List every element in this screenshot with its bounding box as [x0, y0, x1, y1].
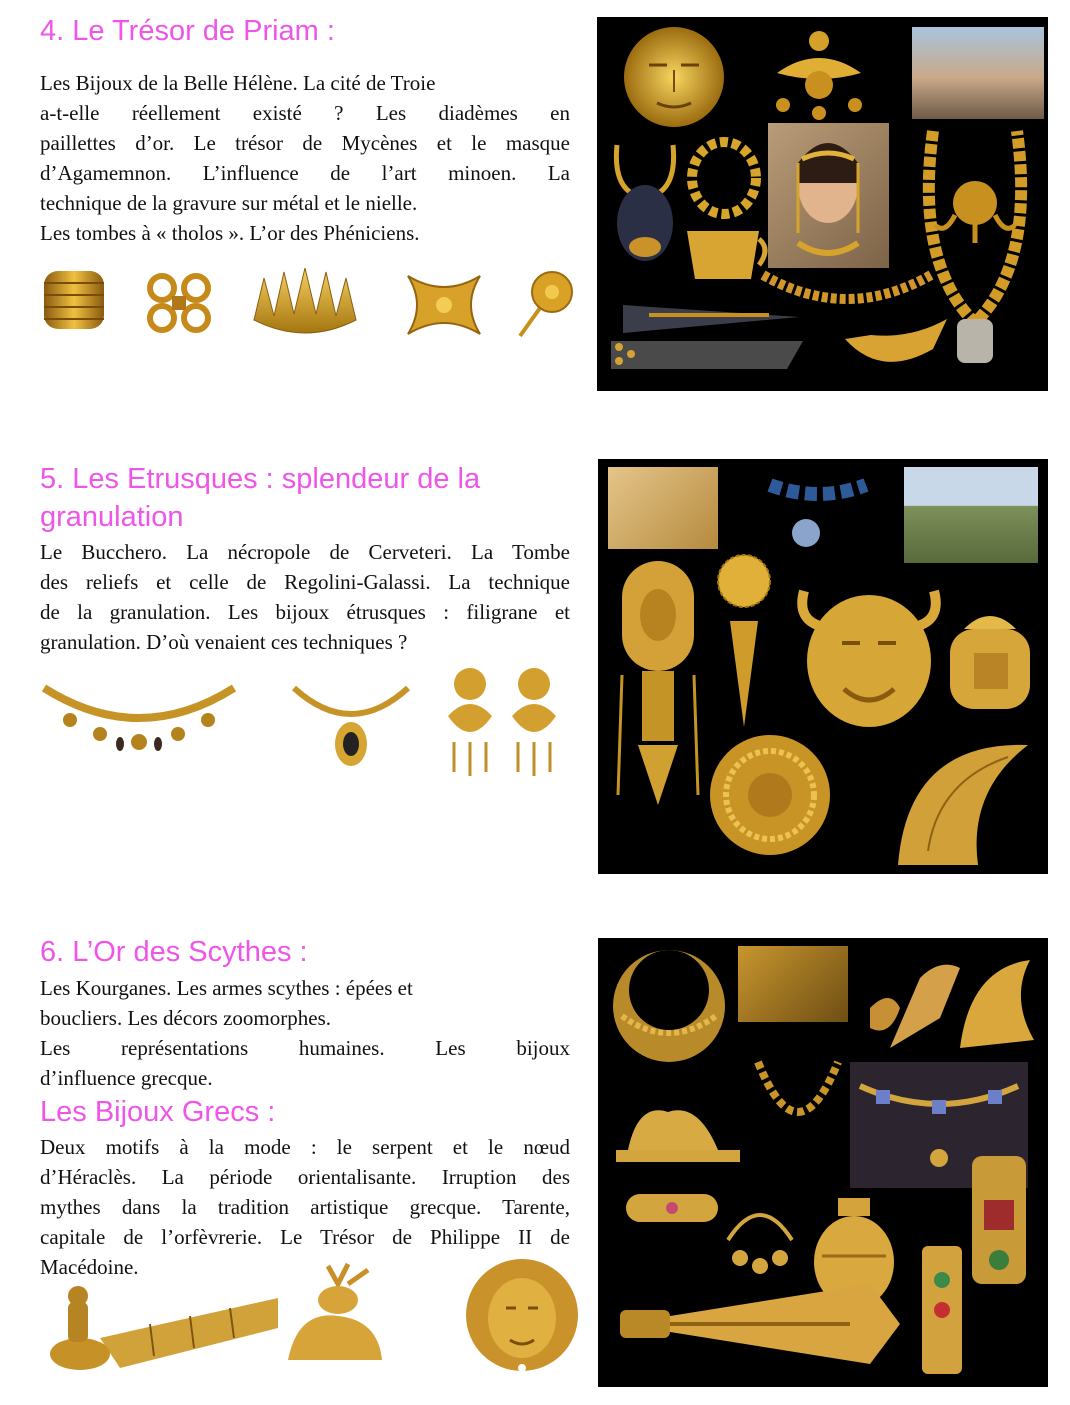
- body-line: Les Bijoux de la Belle Hélène. La cité de Troie: [40, 71, 436, 95]
- inlaid-dagger-image: [619, 287, 809, 337]
- gold-sauceboat-image: [841, 309, 951, 379]
- gold-wreath-necklace-image: [748, 1052, 848, 1162]
- gold-cross-ornament-image: [402, 268, 486, 342]
- minoan-bee-pendant-image: [769, 23, 869, 123]
- section-or-des-scythes: [0, 920, 1070, 1405]
- body-line: d’Héraclès. La période orientalisante. Irruption des: [40, 1165, 570, 1189]
- gryphon-ornament-image: [950, 948, 1042, 1058]
- battle-comb-image: [608, 1092, 748, 1168]
- scythian-greek-treasures-collage: [598, 938, 1048, 1387]
- gold-rosette-pin-image: [510, 264, 576, 344]
- gold-necklace-image: [683, 133, 765, 223]
- gold-frieze-photo: [738, 946, 848, 1022]
- mycenae-treasures-collage: [597, 17, 1048, 391]
- section-title-line: 5. Les Etrusques : splendeur de la: [40, 463, 481, 495]
- sophia-schliemann-portrait: [768, 123, 889, 268]
- etruscan-earrings-image: [442, 662, 572, 784]
- granulated-gold-photo: [608, 467, 718, 549]
- etruscan-necklace-image: [40, 678, 238, 768]
- body-line: des reliefs et celle de Regolini-Galassi. La technique: [40, 570, 570, 594]
- section-title-line: granulation: [40, 501, 184, 533]
- section-tresor-de-priam: [0, 0, 1070, 400]
- pendant-necklace-image: [290, 680, 412, 772]
- gold-pectoral-fibula-image: [608, 555, 708, 815]
- engraved-horn-image: [888, 731, 1038, 871]
- decorated-blade-image: [607, 335, 807, 375]
- body-line: Les représentations humaines. Les bijoux: [40, 1036, 570, 1060]
- acheloos-pendant-image: [794, 571, 944, 731]
- section-etrusques: [0, 440, 1070, 890]
- jeweled-pendant-image: [916, 1240, 968, 1380]
- section-title: 6. L’Or des Scythes :: [40, 936, 308, 968]
- double-spiral-ornament-image: [142, 268, 216, 338]
- akinakes-sword-image: [610, 1264, 906, 1382]
- etruscan-treasures-collage: [598, 459, 1048, 874]
- gold-stag-image: [278, 1260, 390, 1372]
- body-line: d’Agamemnon. L’influence de l’art minoen. La: [40, 161, 570, 185]
- body-line: boucliers. Les décors zoomorphes.: [40, 1006, 331, 1030]
- cerveteri-tumuli-photo: [904, 467, 1038, 563]
- body-line: Deux motifs à la mode : le serpent et le nœud: [40, 1135, 570, 1159]
- body-line: granulation. D’où venaient ces techniques ?: [40, 630, 408, 654]
- gold-diadem-image: [250, 268, 360, 340]
- tolstaya-pectoral-image: [604, 946, 734, 1066]
- body-line: d’influence grecque.: [40, 1066, 213, 1090]
- gold-bracelet-image: [622, 1188, 722, 1228]
- trojan-horse-photo: [912, 27, 1044, 119]
- body-line: technique de la gravure sur métal et le nielle.: [40, 191, 418, 215]
- section-body: [40, 973, 570, 1093]
- section-body: [40, 68, 570, 248]
- glass-bead-necklace-image: [766, 467, 870, 563]
- body-line: paillettes d’or. Le trésor de Mycènes et le masque: [40, 131, 570, 155]
- medusa-head-image: [462, 1256, 582, 1374]
- section-body: [40, 537, 570, 657]
- body-line: de la granulation. Les bijoux étrusques : filigrane et: [40, 600, 570, 624]
- granulated-disc-image: [708, 731, 832, 859]
- section-title: [40, 460, 480, 536]
- gold-ring-seal-image: [966, 1150, 1032, 1290]
- body-line: Les Kourganes. Les armes scythes : épées et: [40, 976, 413, 1000]
- body-line: Le Bucchero. La nécropole de Cerveteri. La Tombe: [40, 540, 570, 564]
- body-line: Les tombes à « tholos ». L’or des Phéniciens.: [40, 221, 420, 245]
- bull-head-rhyton-image: [605, 135, 685, 265]
- body-line: Macédoine.: [40, 1255, 139, 1279]
- section-title: 4. Le Trésor de Priam :: [40, 15, 335, 47]
- section-subtitle: Les Bijoux Grecs :: [40, 1096, 276, 1128]
- rosette-earring-image: [712, 551, 776, 731]
- gold-ring-image: [944, 609, 1036, 719]
- body-line: mythes dans la tradition artistique grecque. Tarente,: [40, 1195, 570, 1219]
- body-line: capitale de l’orfèvrerie. Le Trésor de Philippe II de: [40, 1225, 570, 1249]
- body-line: a-t-elle réellement existé ? Les diadèmes en: [40, 101, 570, 125]
- rider-rhyton-image: [40, 1278, 284, 1378]
- agamemnon-mask-image: [619, 25, 729, 131]
- gold-spiral-ring-image: [38, 265, 110, 335]
